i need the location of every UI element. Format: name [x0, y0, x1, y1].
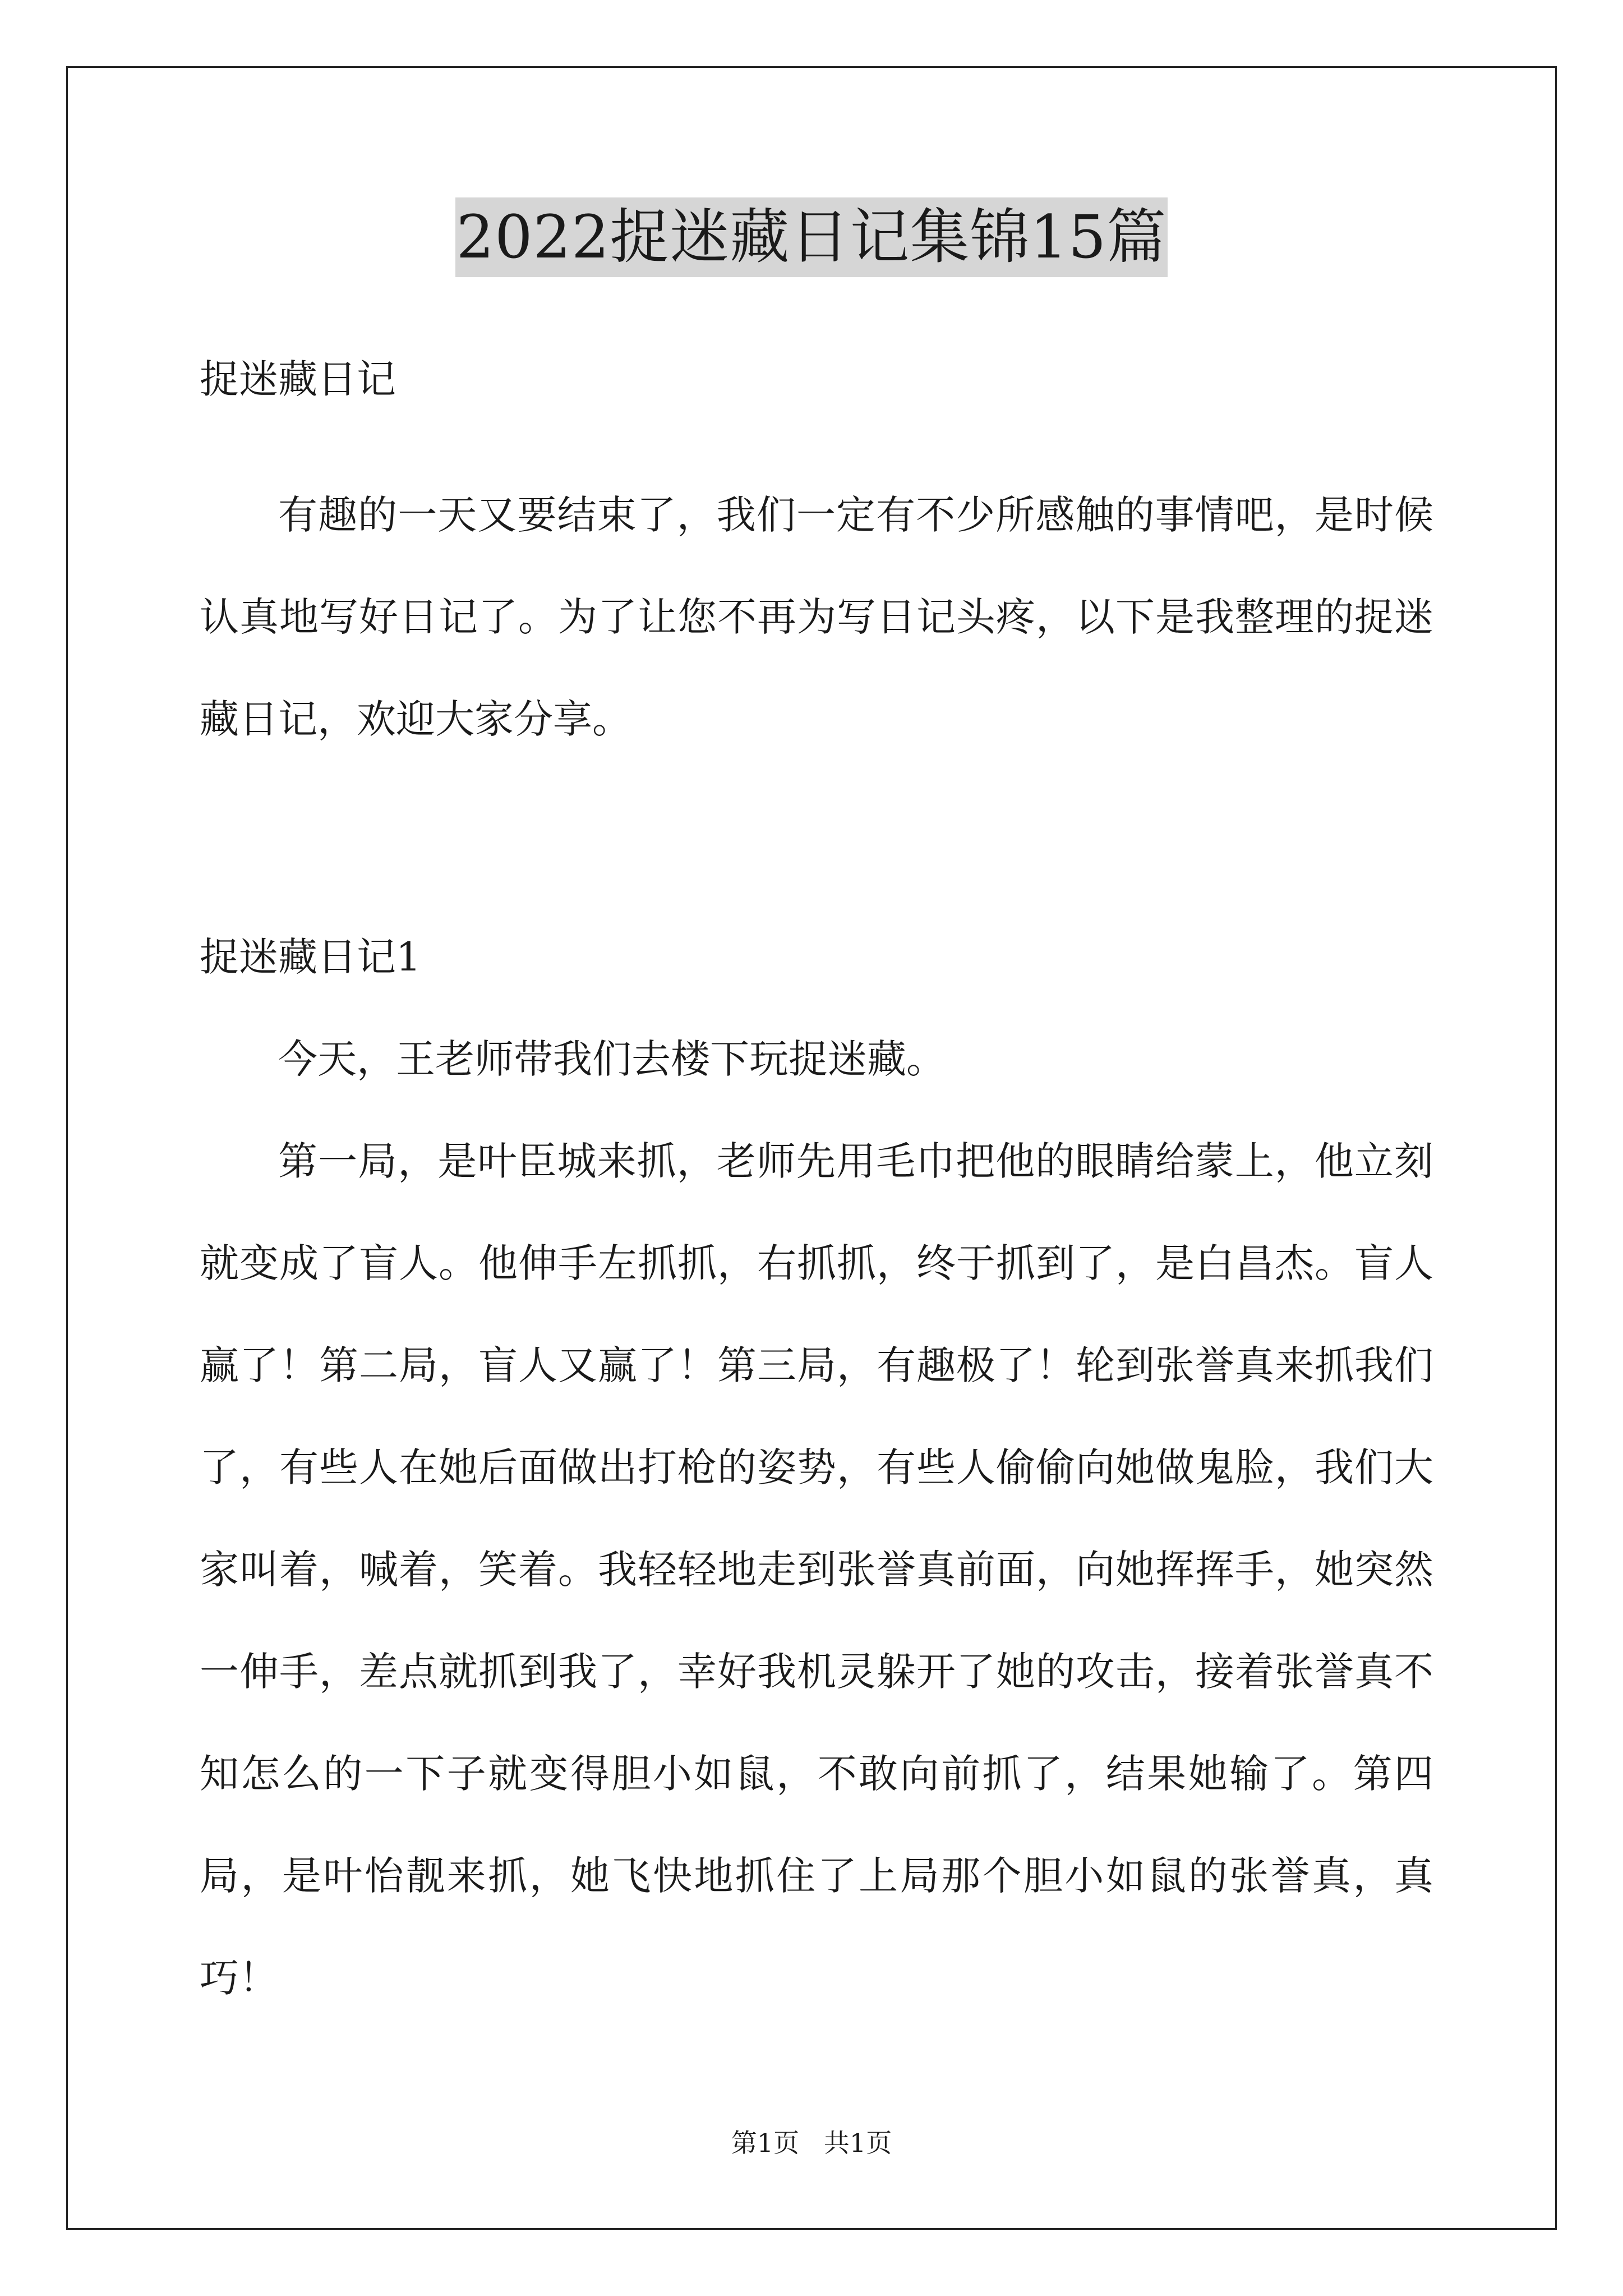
document-body [200, 328, 1433, 2029]
intro-heading: 捉迷藏日记 [200, 356, 396, 402]
paragraph: 第一局，是叶臣城来抓，老师先用毛巾把他的眼睛给蒙上，他立刻就变成了盲人。他伸手左抓抓，右抓抓，终于抓到了，是白昌杰。盲人赢了！第二局，盲人又赢了！第三局，有趣极了！轮到张誉真来抓我们了，有些人在她后面做出打枪的姿势，有些人偷偷向她做鬼脸，我们大家叫着，喊着，笑着。我轻轻地走到张誉真前面，向她挥挥手，她突然一伸手，差点就抓到我了，幸好我机灵躲开了她的攻击，接着张誉真不知怎么的一下子就变得胆小如鼠，不敢向前抓了，结果她输了。第四局，是叶怡靓来抓，她飞快地抓住了上局那个胆小如鼠的张誉真，真巧！ [200, 1138, 1433, 2001]
spacer [200, 872, 1433, 906]
document-title: 2022捉迷藏日记集锦15篇 [455, 197, 1168, 277]
spacer [200, 430, 1433, 464]
title-container [0, 197, 1623, 277]
intro-paragraph: 有趣的一天又要结束了，我们一定有不少所感触的事情吧，是时候认真地写好日记了。为了让您不再为写日记头疼，以下是我整理的捉迷藏日记，欢迎大家分享。 [200, 492, 1433, 742]
section-heading: 捉迷藏日记1 [200, 934, 421, 980]
paragraph: 今天，王老师带我们去楼下玩捉迷藏。 [278, 1036, 946, 1082]
spacer [200, 770, 1433, 872]
page-footer: 第1页 共1页 [731, 2128, 892, 2158]
